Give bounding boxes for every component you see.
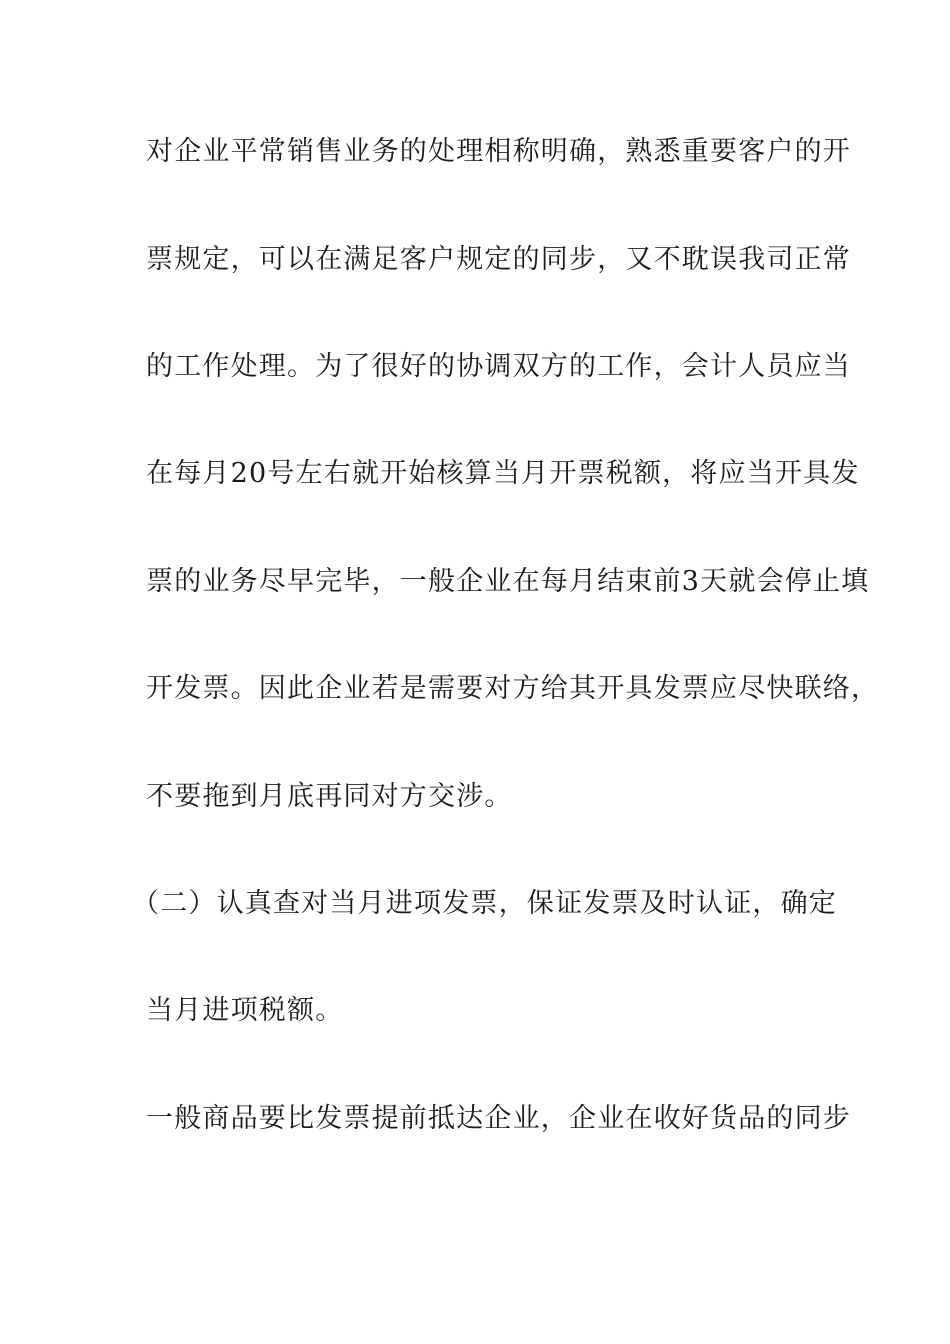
body-text-line: 不要拖到月底再同对方交涉。 <box>146 781 513 812</box>
body-text-line: 票的业务尽早完毕，一般企业在每月结束前3天就会停止填 <box>146 566 870 597</box>
body-text-line: 对企业平常销售业务的处理相称明确，熟悉重要客户的开 <box>146 136 851 167</box>
body-text-line: 在每月20号左右就开始核算当月开票税额，将应当开具发 <box>146 458 860 489</box>
body-text-line: 的工作处理。为了很好的协调双方的工作，会计人员应当 <box>146 351 851 382</box>
body-text-line: 票规定，可以在满足客户规定的同步，又不耽误我司正常 <box>146 244 851 275</box>
body-text-line: 开发票。因此企业若是需要对方给其开具发票应尽快联络， <box>146 673 880 704</box>
section-heading-line: （二）认真查对当月进项发票，保证发票及时认证，确定 <box>132 888 837 919</box>
section-heading-line: 当月进项税额。 <box>146 995 344 1026</box>
body-text-line: 一般商品要比发票提前抵达企业，企业在收好货品的同步 <box>146 1103 851 1134</box>
